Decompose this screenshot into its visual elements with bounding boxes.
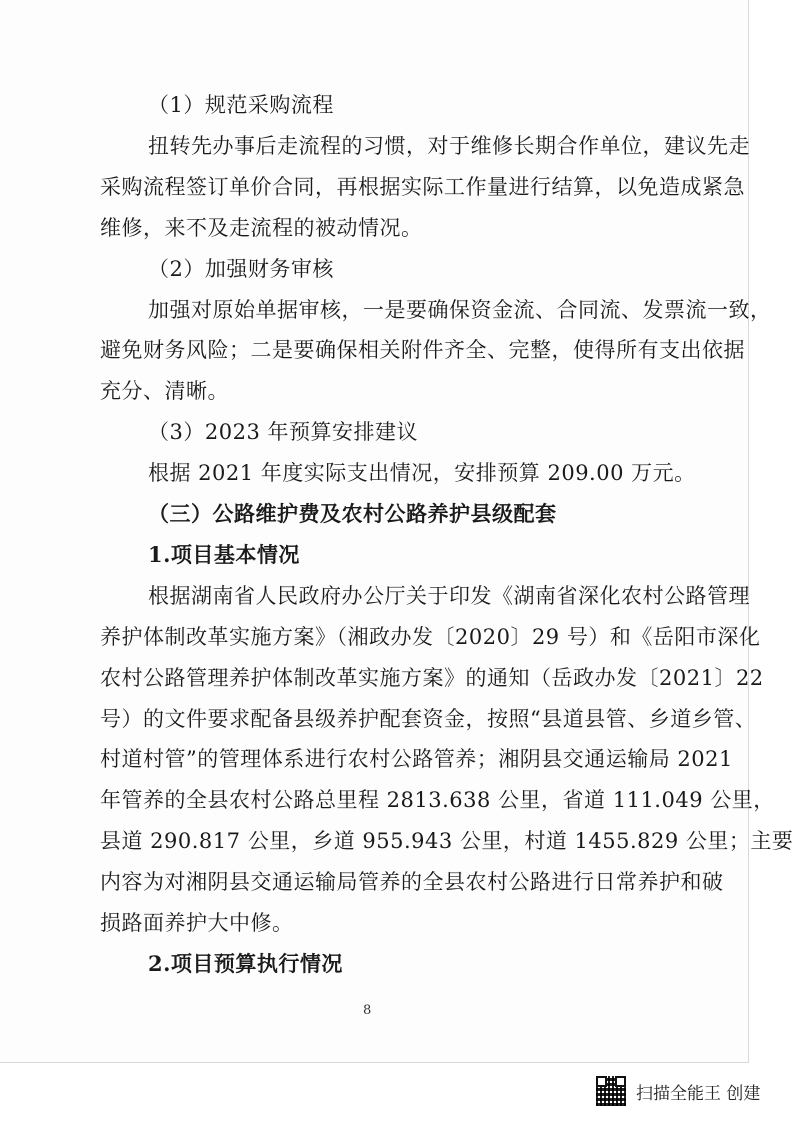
paragraph-line: 县道 290.817 公里，乡道 955.943 公里，村道 1455.829 公里；主要 [100,829,793,854]
paragraph-line: 村道村管”的管理体系进行农村公路管养；湘阴县交通运输局 2021 [100,747,733,772]
item-heading-1: 1.项目基本情况 [148,541,300,567]
paragraph-line: 农村公路管理养护体制改革实施方案》的通知（岳政办发〔2021〕22 [100,665,764,690]
watermark-text: 扫描全能王 创建 [636,1083,761,1104]
paragraph-line: 年管养的全县农村公路总里程 2813.638 公里，省道 111.049 公里， [100,788,775,813]
subheading-3: （3）2023 年预算安排建议 [148,420,418,445]
section-heading: （三）公路维护费及农村公路养护县级配套 [148,501,557,526]
item-heading-2: 2.项目预算执行情况 [148,950,343,976]
paragraph-line: 充分、清晰。 [100,379,229,404]
paragraph-line: 号）的文件要求配备县级养护配套资金，按照“县道县管、乡道乡管、 [100,706,757,731]
paragraph-line: 损路面养护大中修。 [100,911,294,935]
paragraph-line: 内容为对湘阴县交通运输局管养的全县农村公路进行日常养护和破 [100,870,724,895]
paragraph-line: 维修，来不及走流程的被动情况。 [100,215,423,240]
qr-code-icon [596,1076,626,1106]
page-number: 8 [363,1003,372,1018]
paragraph-line: 避免财务风险；二是要确保相关附件齐全、完整，使得所有支出依据 [100,338,745,363]
subheading-1: （1）规范采购流程 [148,93,334,117]
paragraph-line: 根据湖南省人民政府办公厅关于印发《湖南省深化农村公路管理 [148,583,750,608]
subheading-2: （2）加强财务审核 [148,256,334,281]
paragraph-line: 扭转先办事后走流程的习惯，对于维修长期合作单位，建议先走 [148,133,750,158]
paragraph-line: 养护体制改革实施方案》（湘政办发〔2020〕29 号）和《岳阳市深化 [100,624,761,649]
paragraph-line: 根据 2021 年度实际支出情况，安排预算 209.00 万元。 [148,461,696,486]
paragraph-line: 加强对原始单据审核，一是要确保资金流、合同流、发票流一致， [148,297,772,322]
scanner-watermark [596,1076,760,1106]
paragraph-line: 采购流程签订单价合同，再根据实际工作量进行结算，以免造成紧急 [100,174,745,199]
